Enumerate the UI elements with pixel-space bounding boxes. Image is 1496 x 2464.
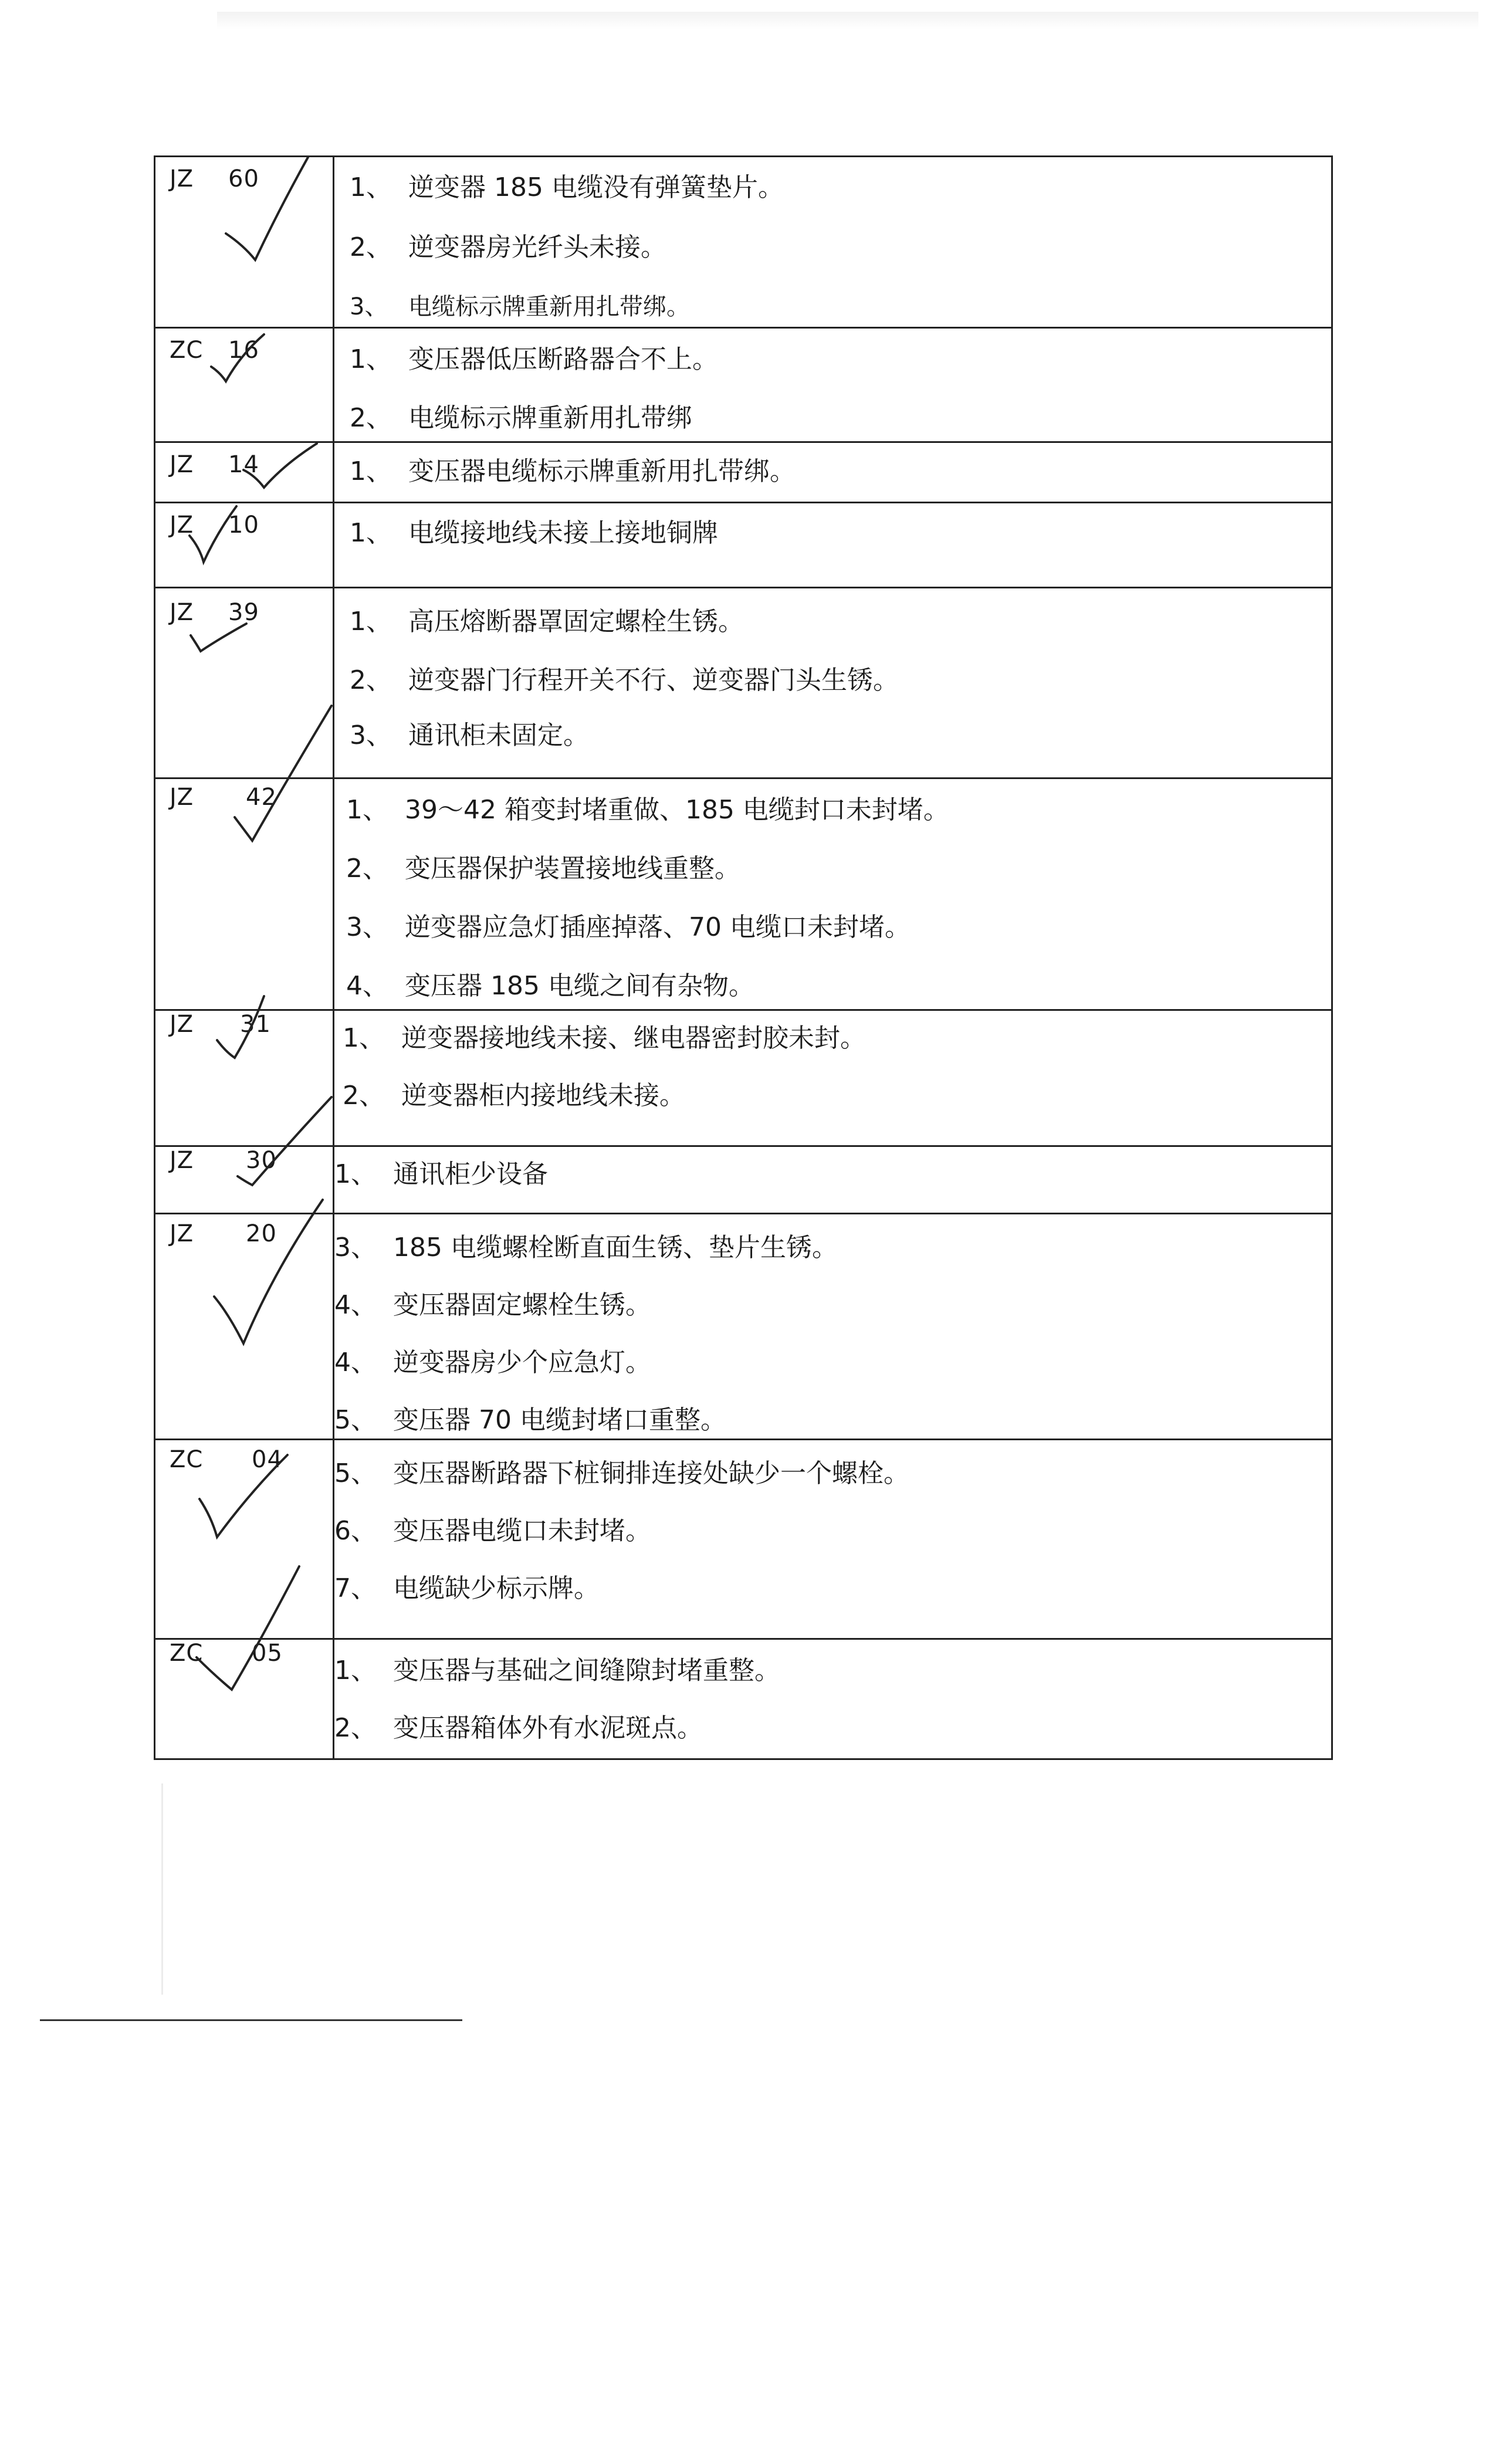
station-id-cell <box>155 328 334 442</box>
station-id-cell <box>155 503 334 588</box>
station-id <box>170 1640 283 1667</box>
table-row <box>155 1440 1332 1639</box>
list-item: 4、 变压器固定螺栓生锈。 <box>334 1290 651 1320</box>
station-id <box>170 165 259 192</box>
table-row <box>155 1639 1332 1759</box>
station-prefix: ZC <box>170 337 204 364</box>
list-item: 1、 39～42 箱变封堵重做、185 电缆封口未封堵。 <box>346 795 949 825</box>
issue-list-cell <box>334 1440 1332 1639</box>
bottom-rule <box>40 2019 462 2021</box>
station-id <box>170 599 259 626</box>
list-item: 7、 电缆缺少标示牌。 <box>334 1573 600 1603</box>
issue-list-cell <box>334 1214 1332 1440</box>
station-id-cell <box>155 779 334 1010</box>
list-item: 4、 变压器 185 电缆之间有杂物。 <box>346 971 754 1001</box>
list-item: 1、 变压器电缆标示牌重新用扎带绑。 <box>350 456 796 486</box>
station-prefix: ZC <box>170 1640 204 1667</box>
list-item: 2、 变压器箱体外有水泥斑点。 <box>334 1713 703 1743</box>
station-id <box>170 337 259 364</box>
station-prefix: JZ <box>170 512 194 539</box>
issue-list-cell <box>334 442 1332 503</box>
station-number: 05 <box>252 1640 283 1667</box>
list-item: 1、 变压器与基础之间缝隙封堵重整。 <box>334 1656 780 1685</box>
list-item: 5、 变压器断路器下桩铜排连接处缺少一个螺栓。 <box>334 1458 909 1488</box>
list-item: 1、 通讯柜少设备 <box>334 1159 548 1189</box>
station-id <box>170 1147 277 1174</box>
station-number: 10 <box>228 512 259 539</box>
station-id-cell <box>155 1146 334 1214</box>
list-item: 3、 通讯柜未固定。 <box>350 720 589 750</box>
station-id-cell <box>155 1440 334 1639</box>
station-id <box>170 784 277 811</box>
table-row <box>155 1214 1332 1440</box>
station-number: 42 <box>246 784 277 811</box>
list-item: 1、 逆变器接地线未接、继电器密封胶未封。 <box>343 1023 866 1053</box>
list-item: 6、 变压器电缆口未封堵。 <box>334 1516 651 1546</box>
issue-list-cell <box>334 1639 1332 1759</box>
list-item: 3、 185 电缆螺栓断直面生锈、垫片生锈。 <box>334 1233 838 1263</box>
list-item: 2、 电缆标示牌重新用扎带绑 <box>350 403 692 433</box>
table-row <box>155 1146 1332 1214</box>
list-item: 2、 逆变器门行程开关不行、逆变器门头生锈。 <box>350 665 899 695</box>
station-number: 16 <box>228 337 259 364</box>
issue-list-cell <box>334 157 1332 328</box>
list-item: 1、 逆变器 185 电缆没有弹簧垫片。 <box>350 172 784 202</box>
station-prefix: ZC <box>170 1446 204 1473</box>
list-item: 3、 电缆标示牌重新用扎带绑。 <box>350 293 690 320</box>
table-row <box>155 1010 1332 1146</box>
station-id <box>170 1011 271 1038</box>
station-id <box>170 512 259 539</box>
station-number: 14 <box>228 451 259 478</box>
issue-list-cell <box>334 588 1332 779</box>
list-item: 2、 逆变器柜内接地线未接。 <box>343 1081 685 1111</box>
station-number: 04 <box>252 1446 283 1473</box>
station-id-cell <box>155 1010 334 1146</box>
table-row <box>155 779 1332 1010</box>
station-id-cell <box>155 1214 334 1440</box>
station-id-cell <box>155 1639 334 1759</box>
station-prefix: JZ <box>170 784 194 811</box>
station-number: 39 <box>228 599 259 626</box>
station-prefix: JZ <box>170 1147 194 1174</box>
table-row <box>155 503 1332 588</box>
check-mark-icon <box>202 1197 331 1349</box>
table-row <box>155 328 1332 442</box>
inspection-table <box>154 155 1333 1760</box>
station-id-cell <box>155 442 334 503</box>
station-number: 31 <box>240 1011 271 1038</box>
station-number: 30 <box>246 1147 277 1174</box>
issue-list-cell <box>334 1146 1332 1214</box>
station-id <box>170 451 259 478</box>
list-item: 4、 逆变器房少个应急灯。 <box>334 1348 651 1377</box>
station-prefix: JZ <box>170 451 194 478</box>
list-item: 2、 变压器保护装置接地线重整。 <box>346 854 740 884</box>
station-number: 20 <box>246 1220 277 1247</box>
table-row <box>155 442 1332 503</box>
station-id <box>170 1220 277 1247</box>
issue-list-cell <box>334 503 1332 588</box>
check-mark-icon <box>188 621 252 656</box>
issue-list-cell <box>334 1010 1332 1146</box>
station-prefix: JZ <box>170 599 194 626</box>
list-item: 5、 变压器 70 电缆封堵口重整。 <box>334 1405 726 1435</box>
station-id-cell <box>155 588 334 779</box>
issue-list-cell <box>334 779 1332 1010</box>
list-item: 1、 电缆接地线未接上接地铜牌 <box>350 518 718 548</box>
scan-edge-shadow <box>217 12 1478 29</box>
table-row <box>155 588 1332 779</box>
issue-list-cell <box>334 328 1332 442</box>
station-prefix: JZ <box>170 1220 194 1247</box>
station-prefix: JZ <box>170 1011 194 1038</box>
table-row <box>155 157 1332 328</box>
station-id <box>170 1446 283 1473</box>
bleed-through-shadow <box>161 1783 1313 1995</box>
list-item: 3、 逆变器应急灯插座掉落、70 电缆口未封堵。 <box>346 912 911 942</box>
station-prefix: JZ <box>170 165 194 192</box>
station-id-cell <box>155 157 334 328</box>
list-item: 2、 逆变器房光纤头未接。 <box>350 232 666 262</box>
station-number: 60 <box>228 165 259 192</box>
list-item: 1、 变压器低压断路器合不上。 <box>350 344 718 374</box>
list-item: 1、 高压熔断器罩固定螺栓生锈。 <box>350 607 744 637</box>
